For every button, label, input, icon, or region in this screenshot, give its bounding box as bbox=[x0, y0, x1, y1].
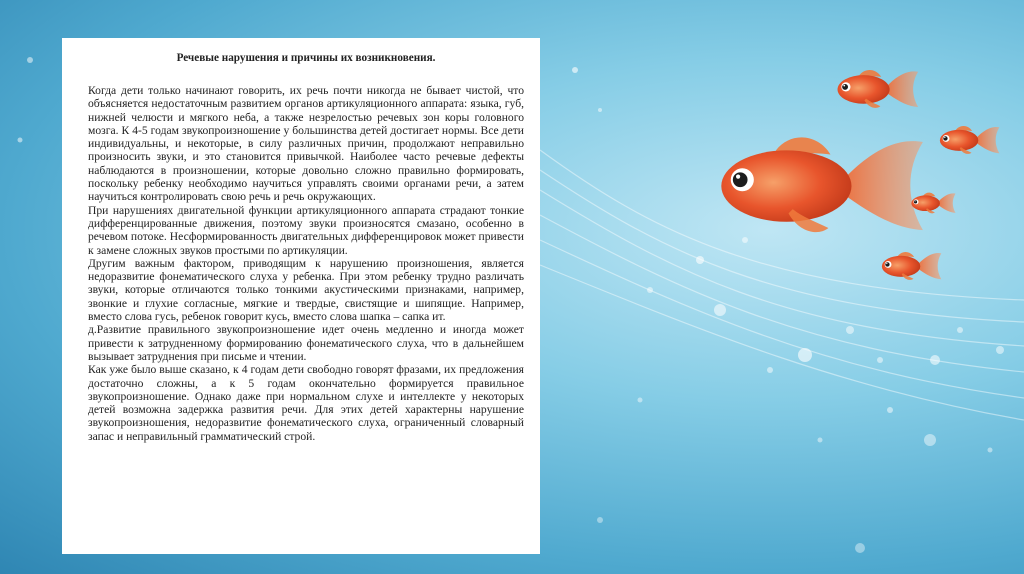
document-title: Речевые нарушения и причины их возникновения. bbox=[176, 52, 436, 64]
paragraph-2: При нарушениях двигательной функции артикуляционного аппарата страдают тонкие дифференцированные движения, поэтому звуки произносятся смазано, особенно в речевом потоке. Несформированность двигательных дифференцировок может привести к замене сложных звуков простыми по артикуляции. bbox=[88, 203, 524, 257]
paragraph-1: Когда дети только начинают говорить, их речь почти никогда не бывает чистой, что объясняется недостаточным развитием органов артикуляционного аппарата: языка, губ, нижней челюсти и мягкого неба, а также незрелостью речевых зон коры головного мозга. К 4-5 годам звукопроизношение у большинства детей достигает нормы. Все дети индивидуальны, и некоторые, в силу различных причин, продолжают неправильно произносить звуки, и это становится привычкой. Наиболее часто речевые дефекты наблюдаются в произношении, которые довольно сложно правильно формировать, поскольку ребенку необходимо научиться управлять своими органами речи, а затем научиться контролировать свою речь и речь окружающих. bbox=[88, 84, 524, 204]
paragraph-3: Другим важным фактором, приводящим к нарушению произношения, является недоразвитие фонематического слуха у ребенка. При этом ребенку трудно различать звуки, которые отличаются только тонкими акустическими признаками, например, звонкие и глухие согласные, мягкие и твердые, свистящие и шипящие. Например, вместо слова гусь, ребенок говорит кусь, вместо слова шапка – сапка ит. bbox=[88, 256, 524, 324]
paragraph-4: д.Развитие правильного звукопроизношение идет очень медленно и иногда может привести к затрудненному формированию фонематического слуха, что в дальнейшем вызывает затруднения при письме и чтении. bbox=[88, 323, 524, 363]
text-card bbox=[62, 38, 540, 554]
goldfish-icon bbox=[721, 70, 999, 280]
paragraph-5: Как уже было выше сказано, к 4 годам дети свободно говорят фразами, их предложения достаточно сложны, а к 5 годам окончательно формируется правильное звукопроизношение. Однако даже при нормальном слухе и интеллекте у некоторых детей возможна задержка развития речи. Для этих детей характерны нарушение звукопроизношения, недоразвитие фонематического слуха, ограниченный словарный запас и неправильный грамматический строй. bbox=[88, 363, 524, 443]
